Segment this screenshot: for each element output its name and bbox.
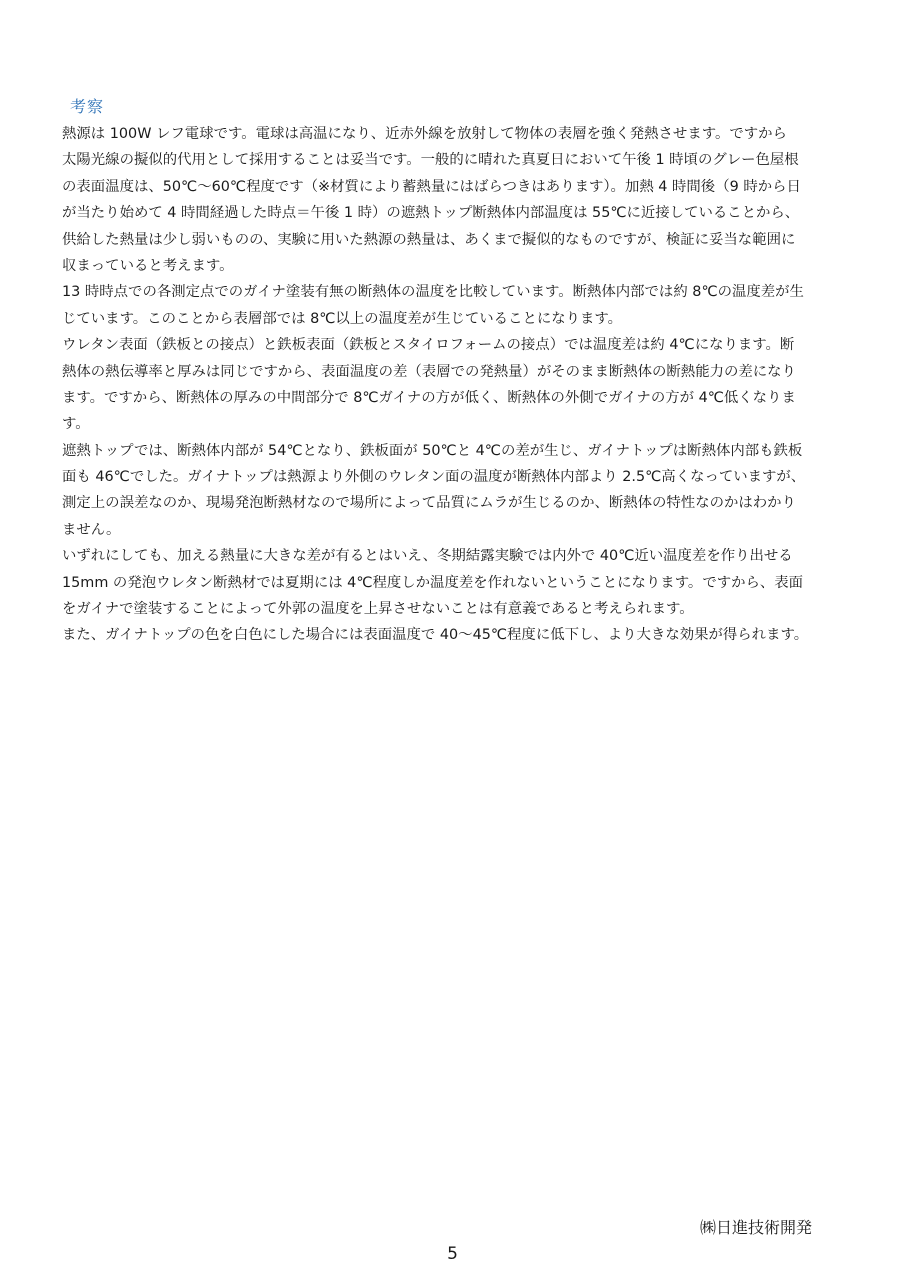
company-name: ㈱日進技術開発 [700,1218,813,1237]
text-line: す。 [62,416,90,433]
text-line: をガイナで塗装することによって外郭の温度を上昇させないことは有意義であると考えられます。 [62,601,694,618]
text-line: が当たり始めて 4 時間経過した時点＝午後 1 時）の遮熱トップ断熱体内部温度は 55℃に近接していることから、 [62,205,800,222]
text-line: 遮熱トップでは、断熱体内部が 54℃となり、鉄板面が 50℃と 4℃の差が生じ、ガイナトップは断熱体内部も鉄板 [62,442,803,459]
text-line: また、ガイナトップの色を白色にした場合には表面温度で 40～45℃程度に低下し、より大きな効果が得られます。 [62,627,809,644]
text-line: ます。ですから、断熱体の厚みの中間部分で 8℃ガイナの方が低く、断熱体の外側でガイナの方が 4℃低くなりま [62,389,796,406]
text-line: 熱体の熱伝導率と厚みは同じですから、表面温度の差（表層での発熱量）がそのまま断熱体の断熱能力の差になり [62,363,796,380]
text-line: 測定上の誤差なのか、現場発泡断熱材なので場所によって品質にムラが生じるのか、断熱体の特性なのかはわかり [62,495,796,512]
text-line: 15mm の発泡ウレタン断熱材では夏期には 4℃程度しか温度差を作れないということになります。ですから、表面 [62,574,804,591]
text-line: ません。 [62,521,121,538]
body-text [62,121,852,649]
page-number: 5 [447,1244,458,1264]
text-line: の表面温度は、50℃～60℃程度です（※材質により蓄熱量にはばらつきはあります）。加熱 4 時間後（9 時から日 [62,178,801,195]
text-line: 太陽光線の擬似的代用として採用することは妥当です。一般的に晴れた真夏日において午後 1 時頃のグレー色屋根 [62,152,799,169]
text-line: じています。このことから表層部では 8℃以上の温度差が生じていることになります。 [62,310,623,327]
text-line: 熱源は 100W レフ電球です。電球は高温になり、近赤外線を放射して物体の表層を強く発熱させます。ですから [62,126,787,142]
text-line: 供給した熱量は少し弱いものの、実験に用いた熱源の熱量は、あくまで擬似的なものですが、検証に妥当な範囲に [62,231,796,248]
text-line: ウレタン表面（鉄板との接点）と鉄板表面（鉄板とスタイロフォームの接点）では温度差は約 4℃になります。断 [62,337,795,354]
section-heading: 考察 [70,97,105,116]
text-line: 面も 46℃でした。ガイナトップは熱源より外側のウレタン面の温度が断熱体内部より 2.5℃高くなっていますが、 [62,469,806,486]
text-line: いずれにしても、加える熱量に大きな差が有るとはいえ、冬期結露実験では内外で 40℃近い温度差を作り出せる [62,548,793,565]
text-line: 13 時時点での各測定点でのガイナ塗装有無の断熱体の温度を比較しています。断熱体内部では約 8℃の温度差が生 [62,284,804,301]
text-line: 収まっていると考えます。 [62,257,234,274]
